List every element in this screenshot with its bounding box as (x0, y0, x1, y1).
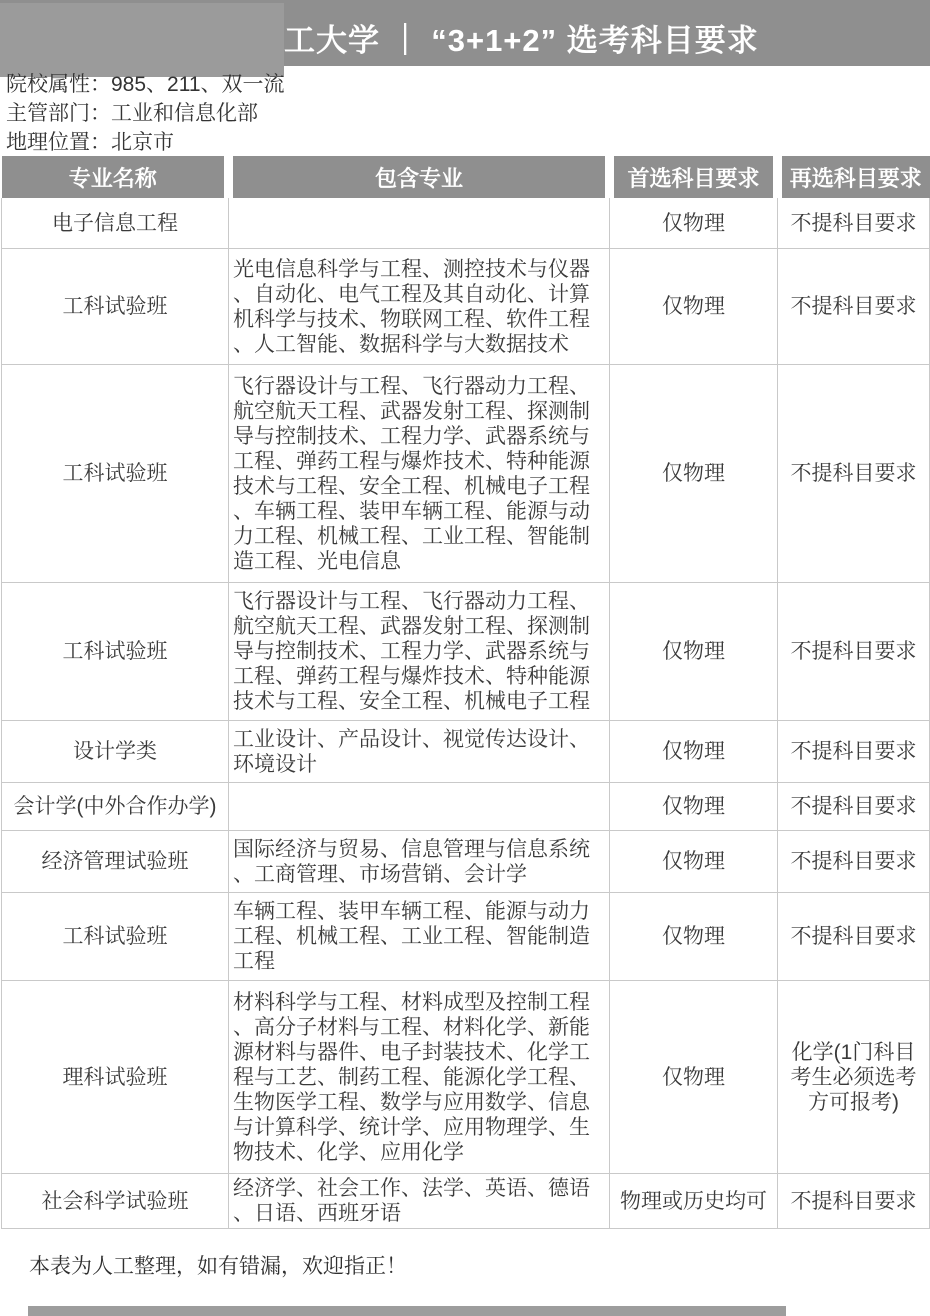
major-cell: 工科试验班 (2, 893, 229, 981)
table-row (2, 783, 930, 831)
secondary-subject-cell: 不提科目要求 (778, 1174, 930, 1229)
table-row (2, 249, 930, 365)
secondary-subject-cell: 不提科目要求 (778, 783, 930, 831)
includes-cell: 飞行器设计与工程、飞行器动力工程、航空航天工程、武器发射工程、探测制导与控制技术、工程力学、武器系统与工程、弹药工程与爆炸技术、特种能源技术与工程、安全工程、机械电子工程、车辆工程、装甲车辆工程、能源与动力工程、机械工程、工业工程、智能制造工程、光电信息 (229, 365, 610, 583)
primary-subject-cell: 物理或历史均可 (610, 1174, 778, 1229)
major-cell: 社会科学试验班 (2, 1174, 229, 1229)
table-row (2, 583, 930, 721)
major-cell: 工科试验班 (2, 365, 229, 583)
table-body (2, 198, 930, 1229)
table-row (2, 198, 930, 249)
header-primary-subject: 首选科目要求 (610, 156, 778, 198)
bottom-banner-strip (28, 1306, 786, 1316)
primary-subject-cell: 仅物理 (610, 721, 778, 783)
major-cell: 工科试验班 (2, 249, 229, 365)
primary-subject-cell: 仅物理 (610, 981, 778, 1174)
table-row (2, 721, 930, 783)
includes-cell: 光电信息科学与工程、测控技术与仪器、自动化、电气工程及其自动化、计算机科学与技术、物联网工程、软件工程、人工智能、数据科学与大数据技术 (229, 249, 610, 365)
includes-cell: 车辆工程、装甲车辆工程、能源与动力工程、机械工程、工业工程、智能制造工程 (229, 893, 610, 981)
meta-department-line: 主管部门：工业和信息化部 (6, 102, 258, 125)
major-cell: 电子信息工程 (2, 198, 229, 249)
table-row (2, 1174, 930, 1229)
major-cell: 理科试验班 (2, 981, 229, 1174)
includes-cell: 工业设计、产品设计、视觉传达设计、环境设计 (229, 721, 610, 783)
meta-location-line: 地理位置：北京市 (6, 131, 174, 154)
table-row (2, 981, 930, 1174)
subject-requirements-table (1, 156, 930, 1229)
footer-note: 本表为人工整理，如有错漏，欢迎指正！ (29, 1255, 407, 1278)
includes-cell (229, 783, 610, 831)
primary-subject-cell: 仅物理 (610, 198, 778, 249)
includes-cell: 经济学、社会工作、法学、英语、德语、日语、西班牙语 (229, 1174, 610, 1229)
primary-subject-cell: 仅物理 (610, 583, 778, 721)
secondary-subject-cell: 不提科目要求 (778, 365, 930, 583)
table-header-row (2, 156, 930, 198)
includes-cell: 材料科学与工程、材料成型及控制工程、高分子材料与工程、材料化学、新能源材料与器件、电子封装技术、化学工程与工艺、制药工程、能源化学工程、生物医学工程、数学与应用数学、信息与计算科学、统计学、应用物理学、生物技术、化学、应用化学 (229, 981, 610, 1174)
page-title: 工大学 ｜ “3+1+2” 选考科目要求 (284, 23, 759, 58)
includes-cell: 国际经济与贸易、信息管理与信息系统、工商管理、市场营销、会计学 (229, 831, 610, 893)
secondary-subject-cell: 不提科目要求 (778, 198, 930, 249)
school-meta (6, 70, 285, 157)
secondary-subject-cell: 化学(1门科目考生必须选考方可报考) (778, 981, 930, 1174)
table-row (2, 365, 930, 583)
secondary-subject-cell: 不提科目要求 (778, 583, 930, 721)
includes-cell (229, 198, 610, 249)
major-cell: 会计学(中外合作办学) (2, 783, 229, 831)
table-row (2, 893, 930, 981)
primary-subject-cell: 仅物理 (610, 365, 778, 583)
major-cell: 设计学类 (2, 721, 229, 783)
header-secondary-subject: 再选科目要求 (778, 156, 930, 198)
primary-subject-cell: 仅物理 (610, 783, 778, 831)
header-includes: 包含专业 (229, 156, 610, 198)
primary-subject-cell: 仅物理 (610, 893, 778, 981)
includes-cell: 飞行器设计与工程、飞行器动力工程、航空航天工程、武器发射工程、探测制导与控制技术、工程力学、武器系统与工程、弹药工程与爆炸技术、特种能源技术与工程、安全工程、机械电子工程 (229, 583, 610, 721)
primary-subject-cell: 仅物理 (610, 831, 778, 893)
table-row (2, 831, 930, 893)
major-cell: 经济管理试验班 (2, 831, 229, 893)
secondary-subject-cell: 不提科目要求 (778, 249, 930, 365)
primary-subject-cell: 仅物理 (610, 249, 778, 365)
major-cell: 工科试验班 (2, 583, 229, 721)
header-major: 专业名称 (2, 156, 229, 198)
secondary-subject-cell: 不提科目要求 (778, 721, 930, 783)
redaction-overlay (0, 3, 284, 77)
secondary-subject-cell: 不提科目要求 (778, 893, 930, 981)
table-border-remnant (1, 1181, 2, 1213)
secondary-subject-cell: 不提科目要求 (778, 831, 930, 893)
meta-attribute-line: 院校属性：985、211、双一流 (6, 73, 285, 96)
